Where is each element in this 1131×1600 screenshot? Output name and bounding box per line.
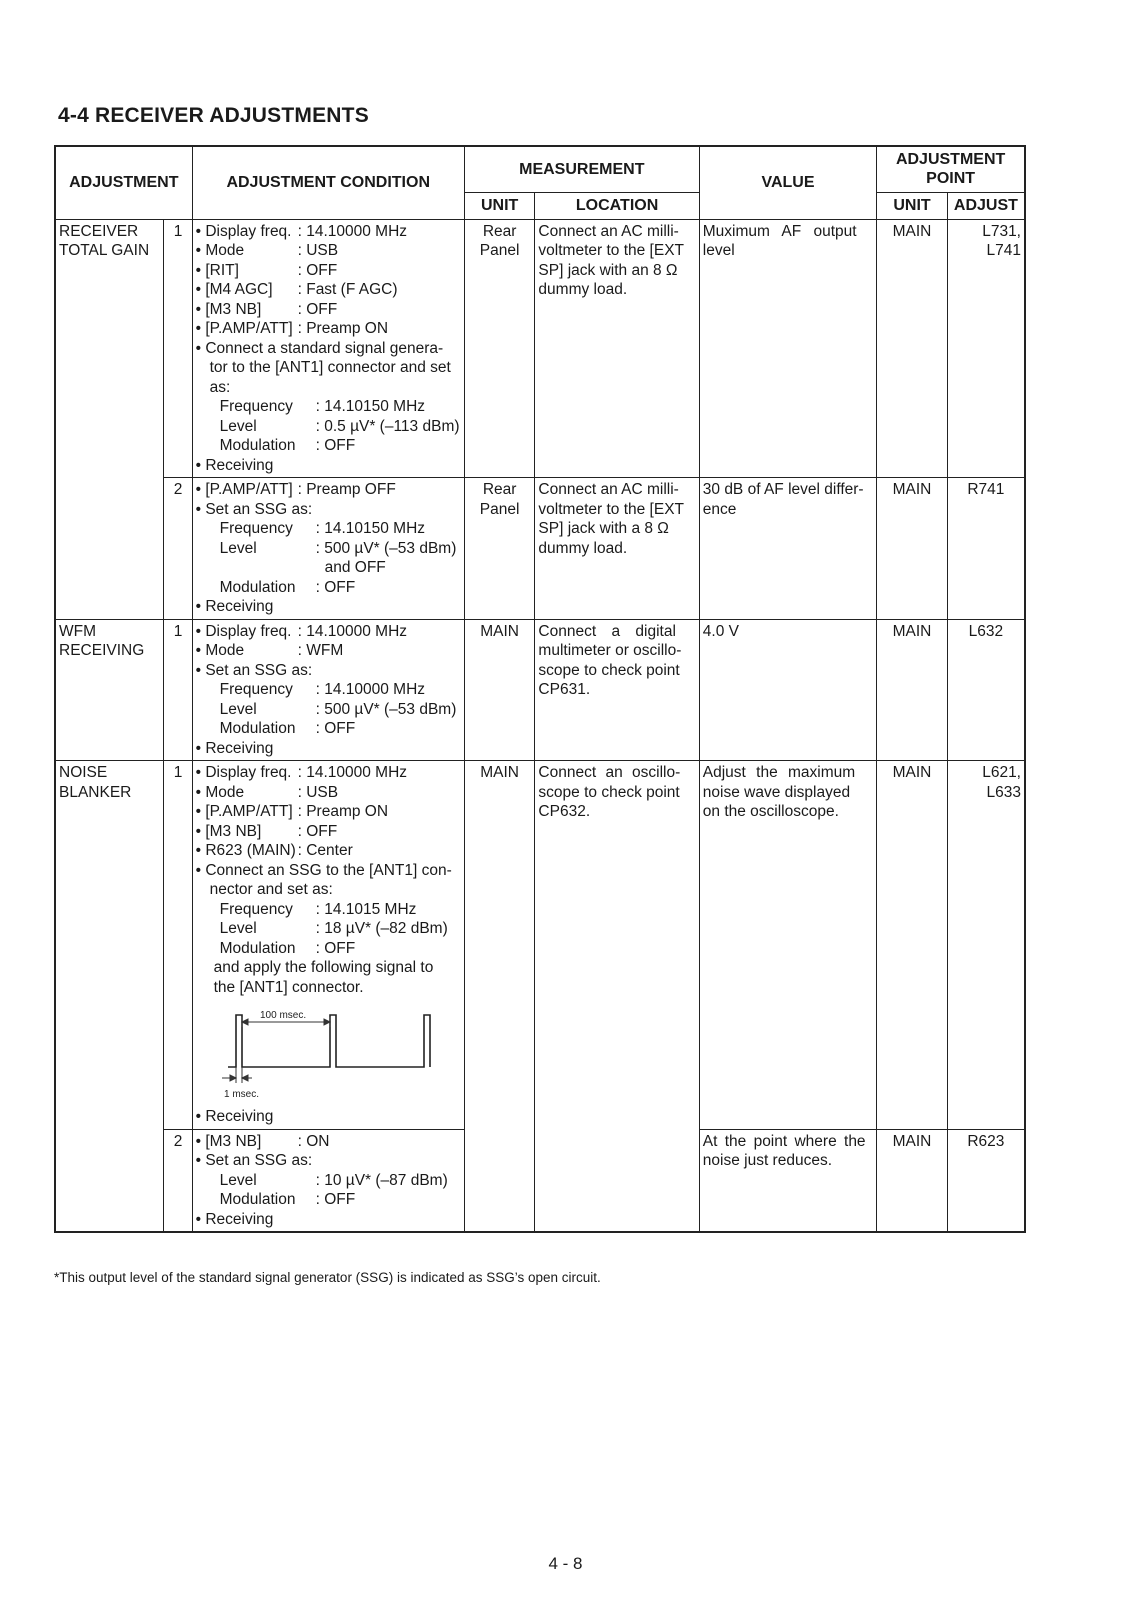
page-number: 4 - 8 xyxy=(548,1554,583,1573)
pulse-waveform-diagram xyxy=(214,1005,434,1105)
step-number: 1 xyxy=(164,761,192,1130)
table-row xyxy=(55,761,1025,1130)
receiver-adjustments-table xyxy=(54,145,1026,1233)
measurement-unit: Rear Panel xyxy=(464,219,535,478)
header-adjustment-point: ADJUSTMENT POINT xyxy=(877,146,1025,192)
point-unit: MAIN xyxy=(877,1129,948,1232)
table-row xyxy=(55,219,1025,478)
point-unit: MAIN xyxy=(877,219,948,478)
header-adjustment: ADJUSTMENT xyxy=(55,146,192,219)
measurement-unit: Rear Panel xyxy=(464,478,535,620)
measurement-location: Connect a digital multimeter or oscillo- scope to check point CP631. xyxy=(535,619,699,761)
header-point-adjust: ADJUST xyxy=(947,192,1025,219)
value: At the point where the noise just reduces. xyxy=(699,1129,876,1232)
pulse-width-label: 1 msec. xyxy=(223,1089,259,1100)
adjustment-condition: • Display freq. : 14.10000 MHz • Mode : USB • [P.AMP/ATT] : Preamp ON • [M3 NB] : OFF • R623 (MAIN) : Center • Connect an SSG to the [ANT1] con- nector and set as: Frequency : 14.1015 MHz Level : 18 µV* (–82 dBm) Modulation : OFF and apply the following signal to the [ANT1] connector. 100 msec. 1 msec. • Receiving xyxy=(192,761,464,1130)
value: Muximum AF output level xyxy=(699,219,876,478)
header-measurement-unit: UNIT xyxy=(464,192,535,219)
adjustment-name: WFM RECEIVING xyxy=(55,619,164,761)
interval-label: 100 msec. xyxy=(259,1010,306,1021)
header-value: VALUE xyxy=(699,146,876,219)
header-location: LOCATION xyxy=(535,192,699,219)
step-number: 1 xyxy=(164,619,192,761)
header-measurement: MEASUREMENT xyxy=(464,146,699,192)
measurement-location: Connect an AC milli- voltmeter to the [EXT SP] jack with an 8 Ω dummy load. xyxy=(535,219,699,478)
adjustment-name: RECEIVER TOTAL GAIN xyxy=(55,219,164,619)
value: 30 dB of AF level differ- ence xyxy=(699,478,876,620)
point-unit: MAIN xyxy=(877,478,948,620)
adjustment-condition: • [P.AMP/ATT] : Preamp OFF • Set an SSG as: Frequency : 14.10150 MHz Level : 500 µV* (–53 dBm) and OFF Modulation : OFF • Receiving xyxy=(192,478,464,620)
measurement-unit: MAIN xyxy=(464,619,535,761)
point-adjust: L621, L633 xyxy=(947,761,1025,1130)
point-adjust: R623 xyxy=(947,1129,1025,1232)
measurement-location: Connect an AC milli- voltmeter to the [EXT SP] jack with a 8 Ω dummy load. xyxy=(535,478,699,620)
point-unit: MAIN xyxy=(877,761,948,1130)
adjustment-condition: • [M3 NB] : ON • Set an SSG as: Level : 10 µV* (–87 dBm) Modulation : OFF • Receiving xyxy=(192,1129,464,1232)
adjustment-condition: • Display freq. : 14.10000 MHz • Mode : WFM • Set an SSG as: Frequency : 14.10000 MHz Level : 500 µV* (–53 dBm) Modulation : OFF • Receiving xyxy=(192,619,464,761)
point-unit: MAIN xyxy=(877,619,948,761)
header-adjustment-condition: ADJUSTMENT CONDITION xyxy=(192,146,464,219)
point-adjust: L731, L741 xyxy=(947,219,1025,478)
adjustment-condition: • Display freq. : 14.10000 MHz • Mode : USB • [RIT] : OFF • [M4 AGC] : Fast (F AGC) • [M3 NB] : OFF • [P.AMP/ATT] : Preamp ON • Connect a standard signal genera- tor to the [ANT1] connector and set as: Frequency : 14.10150 MHz Level : 0.5 µV* (–113 dBm) Modulation : OFF • Receiving xyxy=(192,219,464,478)
measurement-unit: MAIN xyxy=(464,761,535,1233)
step-number: 1 xyxy=(164,219,192,478)
adjustment-name: NOISE BLANKER xyxy=(55,761,164,1233)
header-point-unit: UNIT xyxy=(877,192,948,219)
value: 4.0 V xyxy=(699,619,876,761)
footnote: *This output level of the standard signal generator (SSG) is indicated as SSG’s open circuit. xyxy=(54,1270,601,1285)
table-row xyxy=(55,619,1025,761)
point-adjust: L632 xyxy=(947,619,1025,761)
page-title: 4-4 RECEIVER ADJUSTMENTS xyxy=(58,104,369,127)
value: Adjust the maximum noise wave displayed on the oscilloscope. xyxy=(699,761,876,1130)
table-row xyxy=(55,478,1025,620)
point-adjust: R741 xyxy=(947,478,1025,620)
measurement-location: Connect an oscillo- scope to check point CP632. xyxy=(535,761,699,1233)
step-number: 2 xyxy=(164,478,192,620)
step-number: 2 xyxy=(164,1129,192,1232)
